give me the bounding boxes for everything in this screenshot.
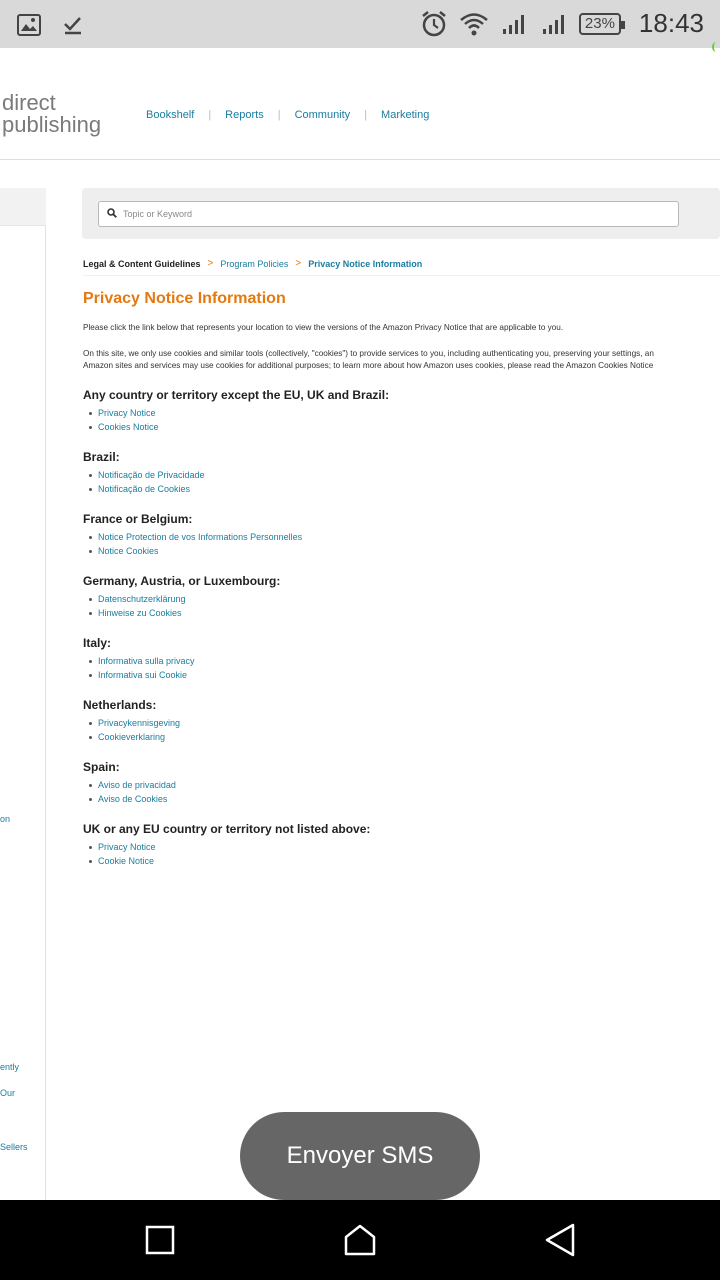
bullet: [89, 412, 92, 415]
logo-line-2: publishing: [2, 112, 102, 137]
intro-paragraph: Please click the link below that represents your location to view the versions of the Amazon Privacy Notice that are applicable to you.: [83, 323, 564, 332]
section-title: France or Belgium:: [83, 512, 193, 526]
site-header: [0, 54, 720, 160]
list-item: [89, 717, 720, 731]
list-item: [89, 855, 720, 869]
list-item: [89, 483, 720, 497]
list-item: [89, 669, 720, 683]
sidebar-header: [0, 188, 46, 226]
bullet: [89, 660, 92, 663]
wifi-icon: [459, 9, 489, 39]
home-button[interactable]: [338, 1218, 382, 1262]
sidebar-link-fragment[interactable]: on: [0, 814, 11, 824]
cookies-notice-link[interactable]: Aviso de Cookies: [98, 793, 168, 804]
link-list: [89, 841, 720, 868]
breadcrumb-separator: >: [207, 258, 214, 269]
logo-line-1: direct: [2, 90, 56, 115]
section-france-belgium: [83, 512, 720, 558]
main-content: [83, 290, 720, 868]
bullet: [89, 736, 92, 739]
section-uk-eu-other: [83, 822, 720, 868]
list-item: [89, 421, 720, 435]
sidebar-link-fragment[interactable]: ently: [0, 1062, 20, 1072]
section-netherlands: [83, 698, 720, 744]
bullet: [89, 674, 92, 677]
cookie-paragraph-line-2: Amazon sites and services may use cookies for additional purposes; to learn more about how Amazon uses cookies, please read the Amazon Cookies Notice: [83, 361, 654, 370]
bullet: [89, 536, 92, 539]
nav-community[interactable]: Community: [294, 109, 351, 121]
cookies-notice-link[interactable]: Hinweise zu Cookies: [98, 607, 182, 618]
section-title: Any country or territory except the EU, UK and Brazil:: [83, 388, 390, 402]
privacy-notice-link[interactable]: Privacy Notice: [98, 842, 156, 852]
green-arc-icon: [712, 42, 720, 52]
list-item: [89, 655, 720, 669]
section-title: Netherlands:: [83, 698, 157, 712]
privacy-notice-link[interactable]: Privacy Notice: [98, 408, 156, 418]
bullet: [89, 598, 92, 601]
section-spain: [83, 760, 720, 806]
cookie-paragraph: [83, 348, 720, 372]
section-title: Spain:: [83, 760, 120, 774]
breadcrumb-program-policies[interactable]: Program Policies: [220, 258, 289, 269]
list-item: [89, 607, 720, 621]
nav-marketing[interactable]: Marketing: [381, 109, 430, 121]
list-item: [89, 407, 720, 421]
list-item: [89, 469, 720, 483]
list-item: [89, 841, 720, 855]
status-bar: [0, 0, 720, 48]
nav-bookshelf[interactable]: Bookshelf: [146, 109, 195, 121]
logo[interactable]: [2, 92, 101, 136]
breadcrumb-current[interactable]: Privacy Notice Information: [308, 258, 423, 269]
bullet: [89, 798, 92, 801]
bullet: [89, 426, 92, 429]
sidebar-link-fragment[interactable]: Our: [0, 1088, 16, 1098]
section-brazil: [83, 450, 720, 496]
list-item: [89, 731, 720, 745]
clock: 18:43: [638, 8, 704, 38]
cookies-notice-link[interactable]: Notificação de Cookies: [98, 483, 191, 494]
bullet: [89, 612, 92, 615]
cookies-notice-link[interactable]: Cookies Notice: [98, 421, 159, 432]
section-title: UK or any EU country or territory not listed above:: [83, 822, 371, 836]
signal-icon: [499, 9, 529, 39]
section-title: Germany, Austria, or Luxembourg:: [83, 574, 281, 588]
list-item: [89, 545, 720, 559]
link-list: [89, 655, 720, 682]
privacy-notice-link[interactable]: Datenschutzerklärung: [98, 594, 186, 604]
check-icon: [58, 10, 88, 40]
page-title: Privacy Notice Information: [83, 290, 286, 307]
top-nav: [146, 109, 429, 121]
nav-separator: |: [364, 109, 368, 121]
bullet: [89, 474, 92, 477]
privacy-notice-link[interactable]: Aviso de privacidad: [98, 780, 176, 790]
square-icon: [144, 1224, 176, 1256]
breadcrumb-separator: >: [295, 258, 302, 269]
section-any-country: [83, 388, 720, 434]
nav-separator: |: [277, 109, 281, 121]
privacy-notice-link[interactable]: Privacykennisgeving: [98, 718, 181, 728]
nav-reports[interactable]: Reports: [225, 109, 264, 121]
cookies-notice-link[interactable]: Informativa sui Cookie: [98, 669, 188, 680]
link-list: [89, 407, 720, 434]
link-list: [89, 469, 720, 496]
bullet: [89, 722, 92, 725]
link-list: [89, 779, 720, 806]
list-item: [89, 793, 720, 807]
bullet: [89, 784, 92, 787]
cookies-notice-link[interactable]: Notice Cookies: [98, 545, 159, 556]
list-item: [89, 531, 720, 545]
back-button[interactable]: [538, 1218, 582, 1262]
list-item: [89, 593, 720, 607]
cookies-notice-link[interactable]: Cookie Notice: [98, 855, 155, 866]
sidebar-link-fragment[interactable]: Sellers: [0, 1142, 28, 1152]
privacy-notice-link[interactable]: Notice Protection de vos Informations Personnelles: [98, 532, 303, 542]
search-input[interactable]: [123, 209, 663, 219]
bullet: [89, 488, 92, 491]
cookies-notice-link[interactable]: Cookieverklaring: [98, 731, 166, 742]
section-italy: [83, 636, 720, 682]
bullet: [89, 860, 92, 863]
search-icon: [107, 205, 117, 223]
system-nav-bar: [0, 1200, 720, 1280]
link-list: [89, 593, 720, 620]
recents-button[interactable]: [138, 1218, 182, 1262]
battery-indicator: 23%: [579, 13, 621, 35]
link-list: [89, 531, 720, 558]
search-box[interactable]: [98, 201, 679, 227]
link-list: [89, 717, 720, 744]
breadcrumb: [83, 258, 720, 276]
bullet: [89, 846, 92, 849]
nav-separator: |: [208, 109, 212, 121]
section-germany-austria-luxembourg: [83, 574, 720, 620]
signal-icon-2: [539, 9, 569, 39]
alarm-icon: [419, 9, 449, 39]
section-title: Italy:: [83, 636, 112, 650]
home-icon: [343, 1223, 377, 1257]
list-item: [89, 779, 720, 793]
back-triangle-icon: [543, 1222, 577, 1258]
cookie-paragraph-line-1: On this site, we only use cookies and similar tools (collectively, "cookies") to provide services to you, including authenticating you, preserving your settings, an: [83, 349, 654, 358]
breadcrumb-legal[interactable]: Legal & Content Guidelines: [83, 258, 201, 269]
bullet: [89, 550, 92, 553]
search-panel: [82, 188, 720, 239]
privacy-notice-link[interactable]: Notificação de Privacidade: [98, 470, 205, 480]
image-icon: [14, 10, 44, 40]
left-sidebar: [0, 188, 46, 1200]
privacy-notice-link[interactable]: Informativa sulla privacy: [98, 656, 195, 666]
section-title: Brazil:: [83, 450, 120, 464]
send-sms-toast[interactable]: Envoyer SMS: [240, 1112, 480, 1200]
